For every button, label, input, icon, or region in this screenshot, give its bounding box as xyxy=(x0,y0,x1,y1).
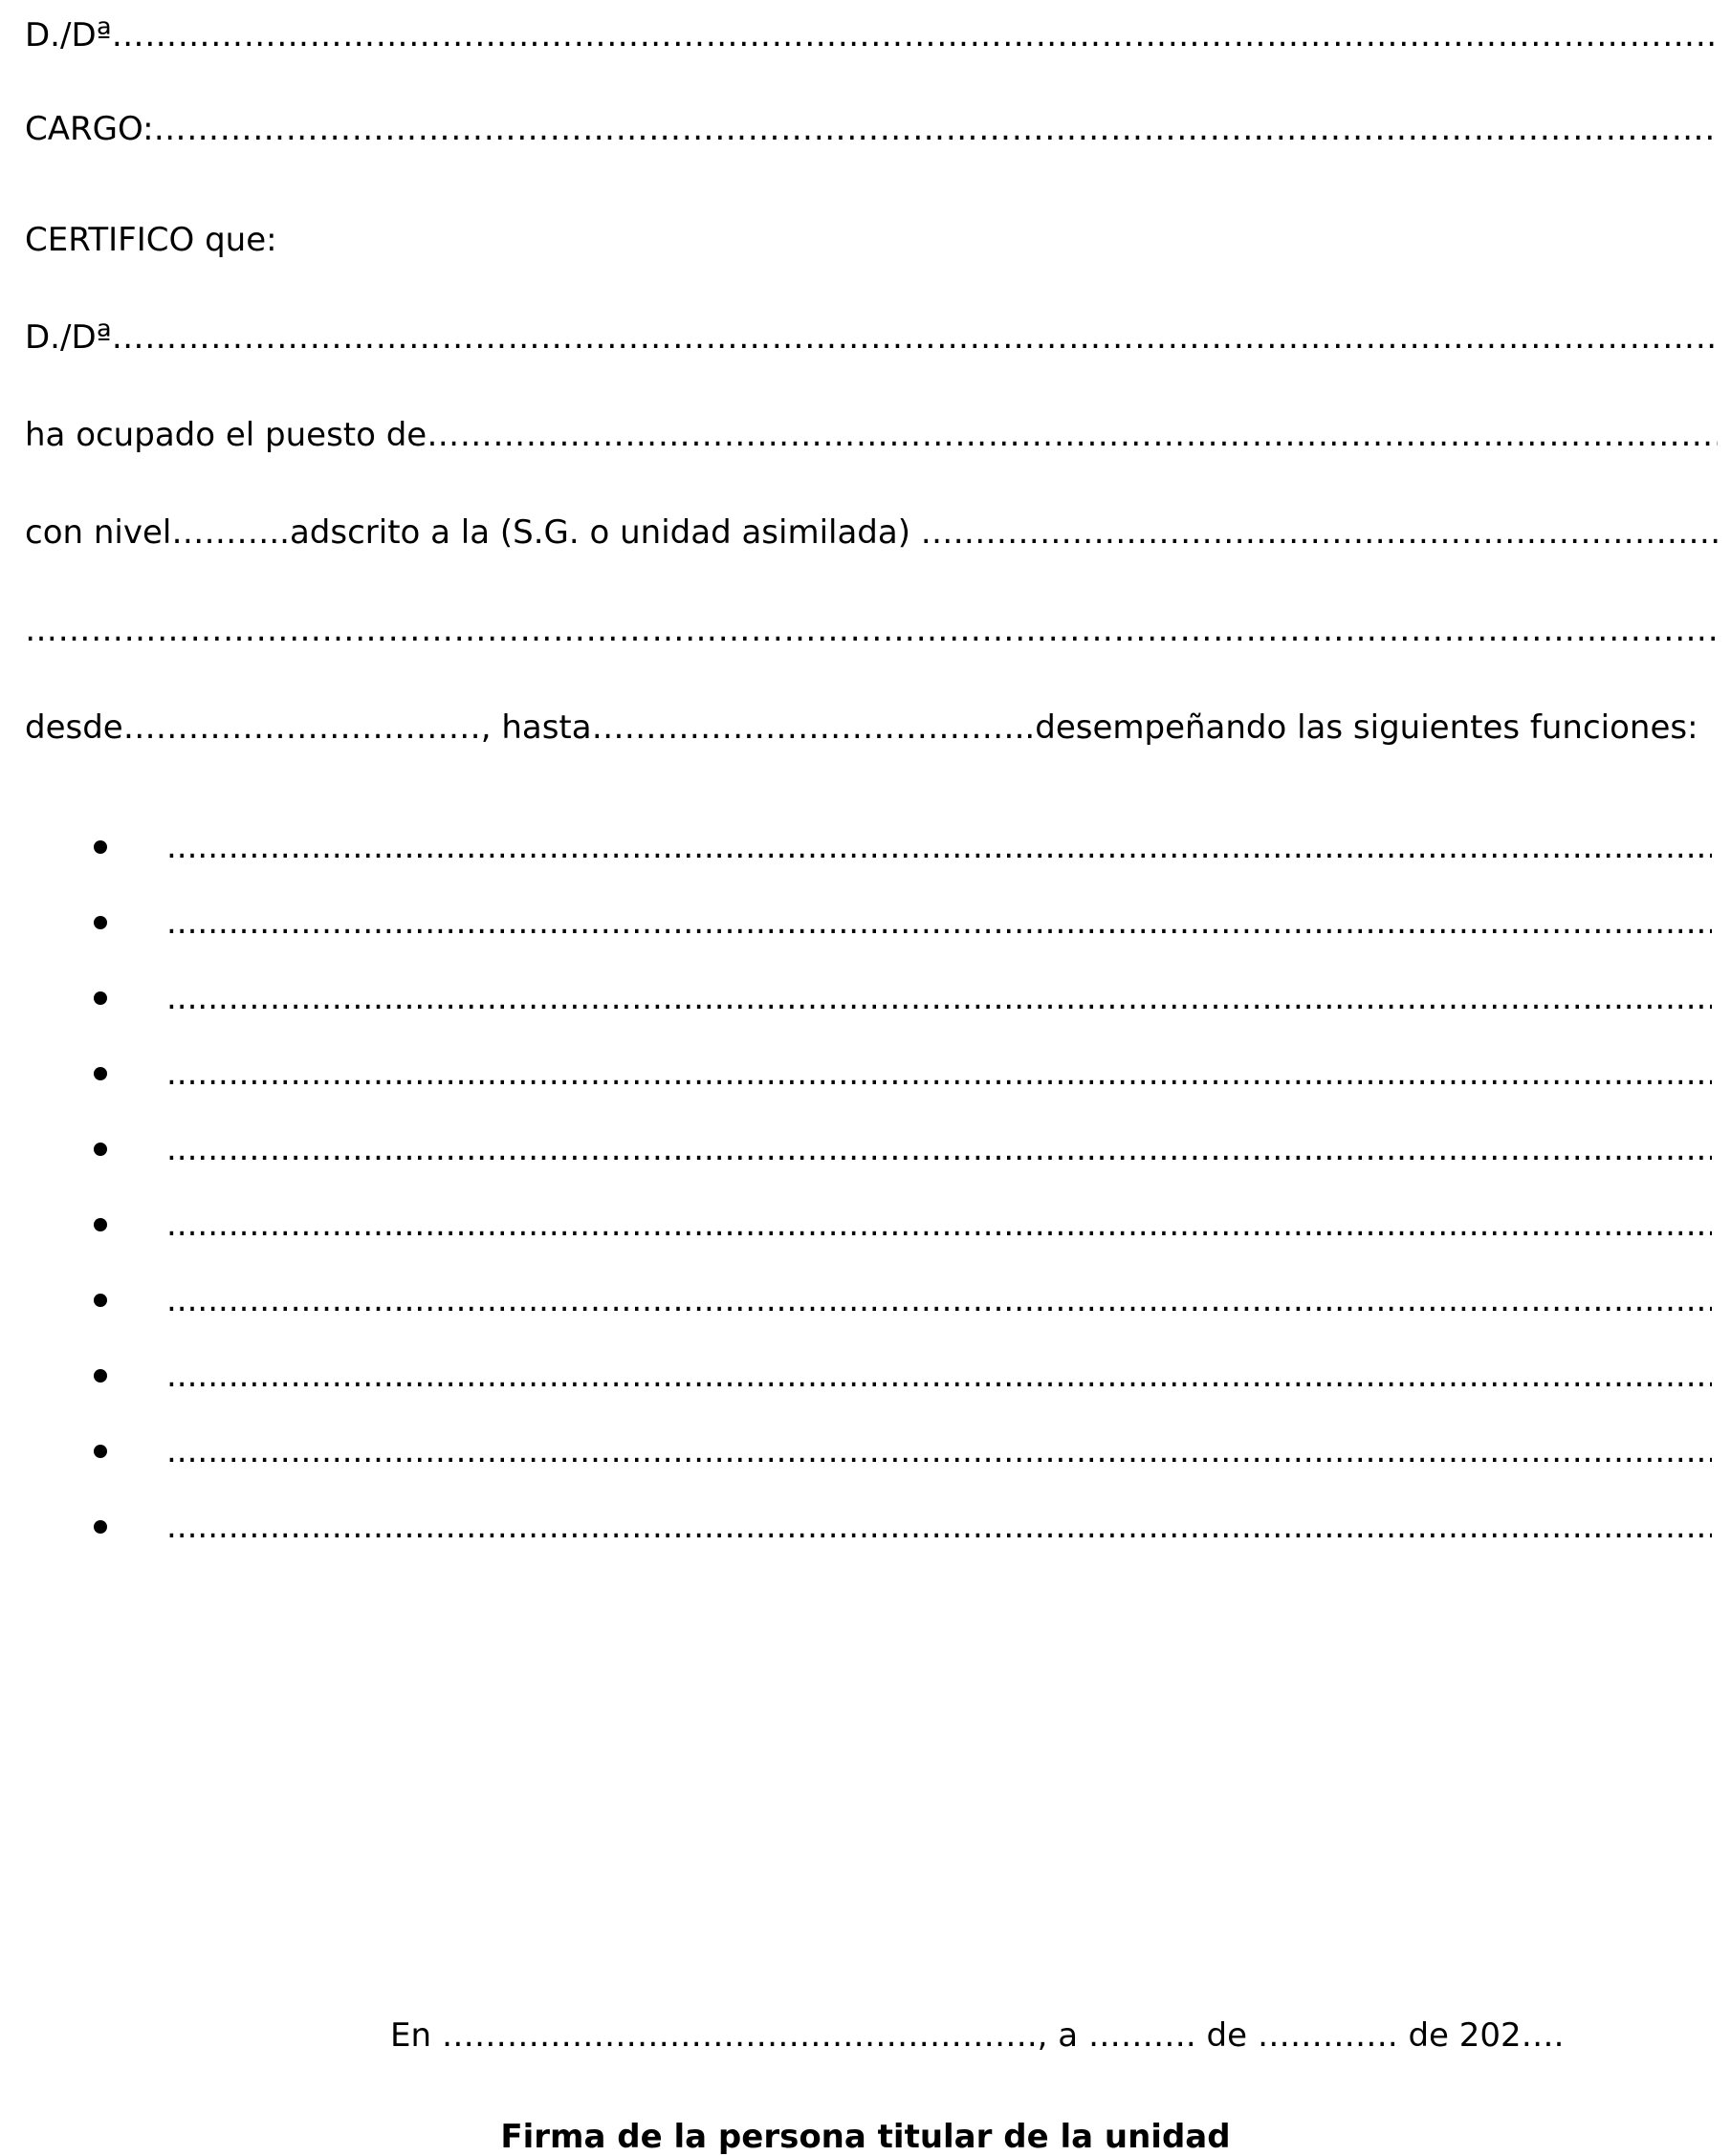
signature-caption: Firma de la persona titular de la unidad xyxy=(500,2118,1231,2156)
issuer-name-blank[interactable] xyxy=(112,19,1718,52)
adscrito-label: adscrito a la (S.G. o unidad asimilada) xyxy=(289,513,921,552)
function-item[interactable] xyxy=(94,1357,1712,1395)
desde-label: desde xyxy=(25,708,123,747)
puesto-blank[interactable] xyxy=(427,419,1718,451)
function-item[interactable] xyxy=(94,979,1712,1017)
bullet-icon xyxy=(94,840,107,854)
bullet-icon xyxy=(94,1369,107,1383)
adscrito-blank[interactable] xyxy=(921,516,1718,549)
function-blank[interactable] xyxy=(166,1057,1712,1090)
period-field[interactable] xyxy=(25,708,1718,747)
bullet-icon xyxy=(94,916,107,929)
function-blank[interactable] xyxy=(166,831,1712,863)
adscrito-continuation-blank[interactable] xyxy=(25,614,1718,646)
bullet-icon xyxy=(94,1067,107,1080)
bullet-icon xyxy=(94,991,107,1005)
function-blank[interactable] xyxy=(166,982,1712,1014)
certifico-text: CERTIFICO que: xyxy=(25,221,277,259)
function-item[interactable] xyxy=(94,1206,1712,1244)
hasta-label: , hasta xyxy=(480,708,592,747)
function-blank[interactable] xyxy=(166,906,1712,939)
bullet-icon xyxy=(94,1294,107,1307)
function-item[interactable] xyxy=(94,1432,1712,1470)
function-item[interactable] xyxy=(94,1130,1712,1168)
bullet-icon xyxy=(94,1218,107,1231)
function-blank[interactable] xyxy=(166,1284,1712,1317)
function-item[interactable] xyxy=(94,1281,1712,1319)
nivel-blank[interactable]: ……….. xyxy=(171,513,290,552)
function-item[interactable] xyxy=(94,1055,1712,1093)
function-blank[interactable] xyxy=(166,1511,1712,1543)
function-item[interactable] xyxy=(94,904,1712,942)
function-blank[interactable] xyxy=(166,1133,1712,1165)
cargo-label: CARGO: xyxy=(25,110,154,148)
subject-name-field[interactable] xyxy=(25,318,1718,357)
funciones-label: desempeñando las siguientes funciones: xyxy=(1035,708,1698,747)
puesto-label: ha ocupado el puesto de xyxy=(25,416,427,454)
function-blank[interactable] xyxy=(166,1360,1712,1392)
cargo-blank[interactable] xyxy=(154,113,1718,145)
desde-blank[interactable]: …………………………… xyxy=(122,708,481,747)
nivel-label: con nivel xyxy=(25,513,172,552)
subject-name-blank[interactable] xyxy=(112,321,1718,354)
hasta-blank[interactable]: ………………………………….. xyxy=(591,708,1036,747)
bullet-icon xyxy=(94,1445,107,1458)
issuer-name-field[interactable] xyxy=(25,16,1718,54)
certifico-heading xyxy=(25,221,1718,259)
subject-label: D./Dª xyxy=(25,318,112,357)
issuer-label: D./Dª xyxy=(25,16,112,54)
bullet-icon xyxy=(94,1520,107,1534)
place-date-line[interactable]: En ………………………………………………., a ………. de …………. de 202…. xyxy=(390,2016,1565,2055)
function-item[interactable] xyxy=(94,828,1712,866)
puesto-field[interactable] xyxy=(25,416,1718,454)
cargo-field[interactable] xyxy=(25,110,1718,148)
function-blank[interactable] xyxy=(166,1435,1712,1468)
bullet-icon xyxy=(94,1143,107,1156)
function-blank[interactable] xyxy=(166,1209,1712,1241)
adscrito-continuation-field[interactable] xyxy=(25,614,1718,646)
function-item[interactable] xyxy=(94,1508,1712,1546)
nivel-adscrito-field[interactable] xyxy=(25,513,1718,552)
